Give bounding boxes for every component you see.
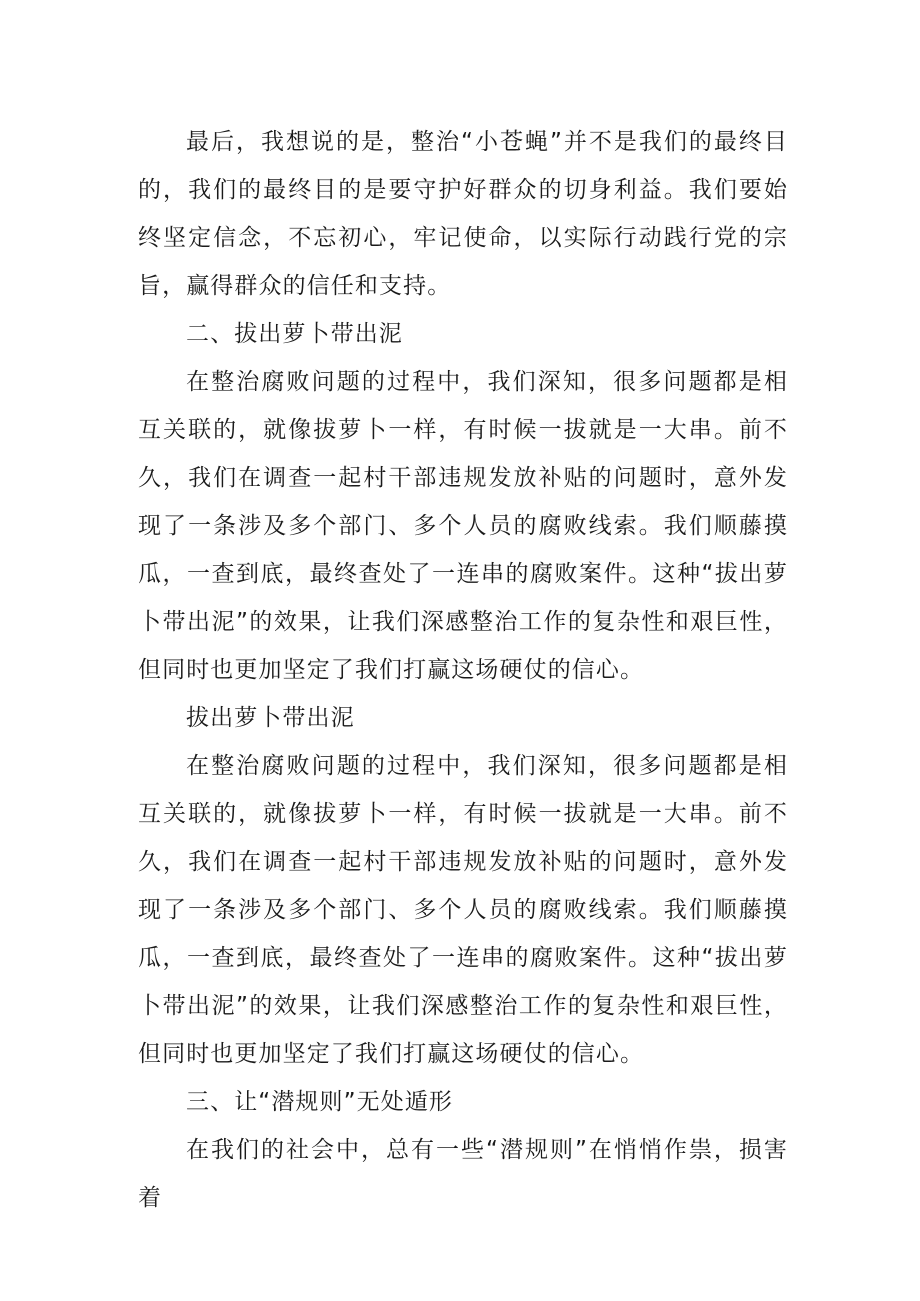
repeated-heading: 拔出萝卜带出泥 — [186, 705, 355, 731]
section-heading-two: 二、拔出萝卜带出泥 — [186, 321, 403, 347]
paragraph-conclusion: 最后，我想说的是，整治“小苍蝇”并不是我们的最终目的，我们的最终目的是要守护好群众的切身利益。我们要始终坚定信念，不忘初心，牢记使命，以实际行动践行党的宗旨，赢得群众的信任和支持。 — [138, 129, 788, 299]
section-heading-three: 三、让“潜规则”无处遁形 — [186, 1089, 454, 1115]
document-body — [138, 118, 788, 1222]
paragraph-repeated: 在整治腐败问题的过程中，我们深知，很多问题都是相互关联的，就像拔萝卜一样，有时候一拔就是一大串。前不久，我们在调查一起村干部违规发放补贴的问题时，意外发现了一条涉及多个部门、多个人员的腐败线索。我们顺藤摸瓜，一查到底，最终查处了一连串的腐败案件。这种“拔出萝卜带出泥”的效果，让我们深感整治工作的复杂性和艰巨性，但同时也更加坚定了我们打赢这场硬仗的信心。 — [138, 753, 788, 1067]
paragraph-section-two: 在整治腐败问题的过程中，我们深知，很多问题都是相互关联的，就像拔萝卜一样，有时候一拔就是一大串。前不久，我们在调查一起村干部违规发放补贴的问题时，意外发现了一条涉及多个部门、多个人员的腐败线索。我们顺藤摸瓜，一查到底，最终查处了一连串的腐败案件。这种“拔出萝卜带出泥”的效果，让我们深感整治工作的复杂性和艰巨性，但同时也更加坚定了我们打赢这场硬仗的信心。 — [138, 369, 788, 683]
paragraph-section-three: 在我们的社会中，总有一些“潜规则”在悄悄作祟，损害着 — [138, 1137, 788, 1211]
